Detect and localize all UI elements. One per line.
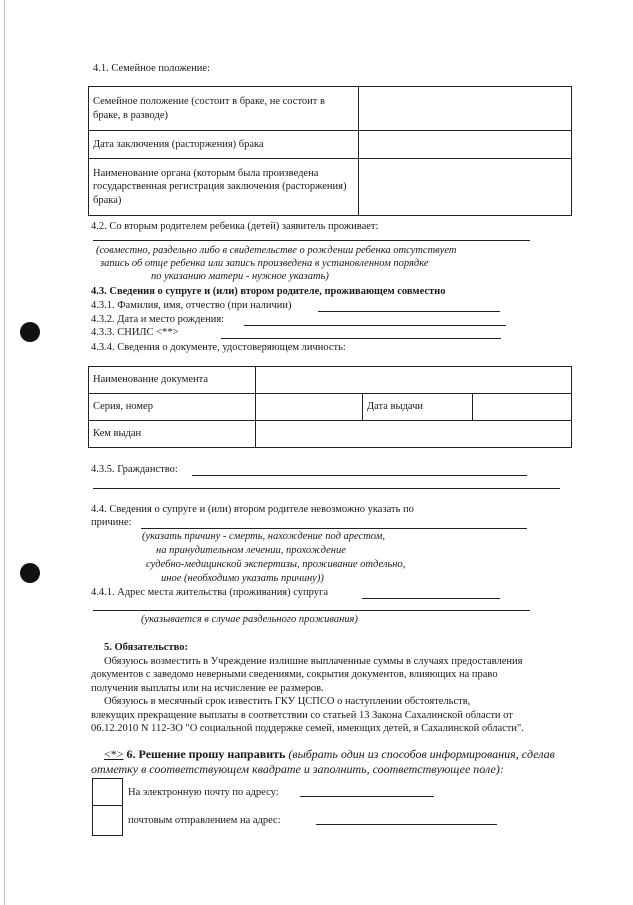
cohabitation-hint-1: (совместно, раздельно либо в свидетельстве о рождении ребенка отсутствует (96, 245, 457, 256)
id-document-table (88, 366, 572, 448)
section-4-4-line-2: причине: (91, 517, 132, 528)
registry-body-label: Наименование органа (которым была произведена государственная регистрация заключения (расторжения) брака) (89, 159, 359, 216)
marital-status-label: Семейное положение (состоит в браке, не состоит в браке, в разводе) (89, 87, 359, 131)
doc-date-label: Дата выдачи (363, 394, 473, 421)
doc-issued-label: Кем выдан (89, 421, 256, 448)
post-input-line[interactable] (316, 824, 497, 825)
citizenship-input-line[interactable] (192, 475, 527, 476)
doc-issued-value[interactable] (256, 421, 572, 448)
cohabitation-hint-3: по указанию матери - нужное указать) (151, 271, 329, 282)
section-4-2-text: 4.2. Со вторым родителем ребенка (детей) заявитель проживает: (91, 221, 379, 232)
punch-hole-top (20, 322, 40, 342)
table-row (89, 394, 572, 421)
reason-hint-4: иное (необходимо указать причину)) (161, 573, 324, 584)
obligation-1-line-1: Обязуюсь возместить в Учреждение излишне выплаченные суммы в случаях предоставления (104, 656, 523, 667)
email-input-line[interactable] (300, 796, 434, 797)
birth-label: 4.3.2. Дата и место рождения: (91, 314, 225, 325)
table-row (89, 421, 572, 448)
table-row (89, 87, 572, 131)
snils-label: 4.3.3. СНИЛС <**> (91, 327, 179, 338)
section-6-heading (104, 747, 555, 762)
doc-date-value[interactable] (473, 394, 572, 421)
doc-name-value[interactable] (256, 367, 572, 394)
punch-hole-bottom (20, 563, 40, 583)
table-row (89, 131, 572, 159)
reason-input-line[interactable] (141, 528, 527, 529)
section-6-note-2: отметку в соответствующем квадрате и заполнить, соответствующее поле): (91, 762, 504, 776)
cohabitation-hint-2: запись об отце ребенка или запись произведена в установленном порядке (100, 258, 429, 269)
spouse-address-label: 4.4.1. Адрес места жительства (проживания) супруга (91, 587, 328, 598)
section-6-title: 6. Решение прошу направить (123, 747, 286, 761)
obligation-1-line-2: документов с заведомо неверными сведениями, сокрытия документов, влияющих на право (91, 669, 498, 680)
citizenship-input-line-2[interactable] (93, 488, 560, 489)
fio-label: 4.3.1. Фамилия, имя, отчество (при наличии) (91, 300, 292, 311)
spouse-address-input-line[interactable] (362, 598, 500, 599)
page-margin-line (4, 0, 5, 905)
post-checkbox[interactable] (92, 805, 123, 836)
marital-status-value[interactable] (359, 87, 572, 131)
section-4-1-title: 4.1. Семейное положение: (93, 63, 210, 74)
spouse-address-input-line-2[interactable] (93, 610, 530, 611)
doc-series-value[interactable] (256, 394, 363, 421)
reason-hint-2: на принудительном лечении, прохождение (156, 545, 346, 556)
email-option-label: На электронную почту по адресу: (128, 787, 279, 798)
spouse-address-hint: (указывается в случае раздельного проживания) (141, 614, 358, 625)
section-4-4-line-1: 4.4. Сведения о супруге и (или) втором родителе невозможно указать по (91, 504, 414, 515)
email-checkbox[interactable] (92, 778, 123, 807)
table-row (89, 367, 572, 394)
birth-input-line[interactable] (244, 325, 506, 326)
obligation-2-line-2: влекущих прекращение выплаты в соответствии со статьей 13 Закона Сахалинской области от (91, 710, 513, 721)
registry-body-value[interactable] (359, 159, 572, 216)
citizenship-label: 4.3.5. Гражданство: (91, 464, 178, 475)
snils-input-line[interactable] (221, 338, 501, 339)
section-6-note-1: (выбрать один из способов информирования, сделав (285, 747, 555, 761)
footnote-mark: <*> (104, 747, 124, 761)
cohabitation-input-line[interactable] (93, 240, 530, 241)
obligation-2-line-1: Обязуюсь в месячный срок известить ГКУ ЦСПСО о наступлении обстоятельств, (104, 696, 471, 707)
marriage-date-label: Дата заключения (расторжения) брака (89, 131, 359, 159)
reason-hint-3: судебно-медицинской экспертизы, проживание отдельно, (146, 559, 406, 570)
obligation-2-line-3: 06.12.2010 N 112-ЗО "О социальной поддержке семей, имеющих детей, в Сахалинской области". (91, 723, 524, 734)
doc-name-label: Наименование документа (89, 367, 256, 394)
reason-hint-1: (указать причину - смерть, нахождение под арестом, (142, 531, 385, 542)
doc-series-label: Серия, номер (89, 394, 256, 421)
fio-input-line[interactable] (318, 311, 500, 312)
table-row (89, 159, 572, 216)
marital-status-table (88, 86, 572, 216)
obligation-1-line-3: получения выплаты или на исчисление ее размеров. (91, 683, 324, 694)
marriage-date-value[interactable] (359, 131, 572, 159)
id-document-label: 4.3.4. Сведения о документе, удостоверяющем личность: (91, 342, 346, 353)
section-4-3-title: 4.3. Сведения о супруге и (или) втором родителе, проживающем совместно (91, 286, 446, 297)
section-5-title: 5. Обязательство: (104, 642, 188, 653)
post-option-label: почтовым отправлением на адрес: (128, 815, 281, 826)
